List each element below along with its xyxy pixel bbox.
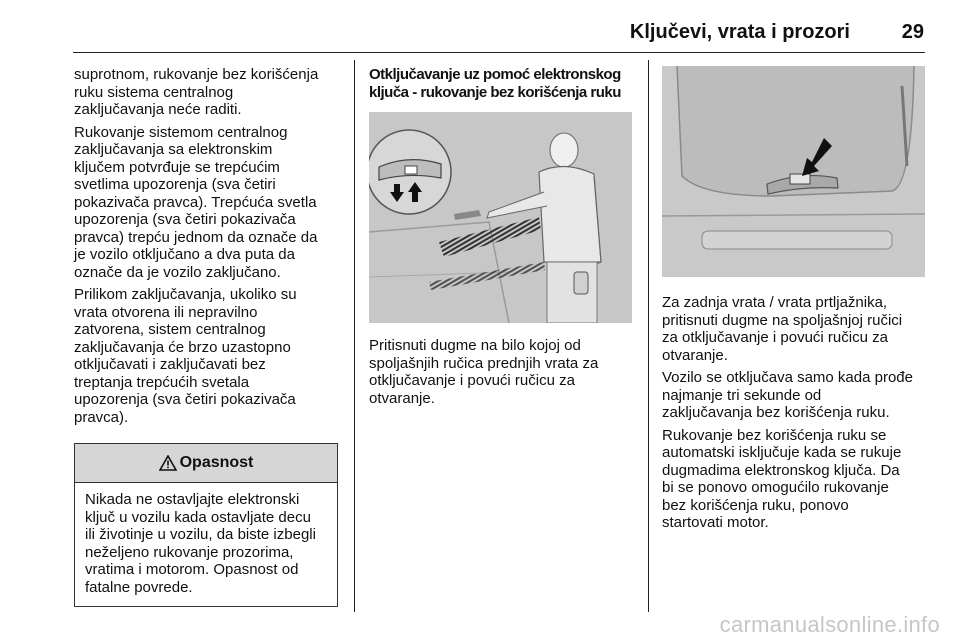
column-1 [74,66,348,431]
paragraph: Rukovanje bez korišćenja ruku se automatski isključuje kada se rukuje dugmadima elektronskog ključa. Da bi se ponovo omogućilo rukovanje bez korišćenja ruku, ponovo startovati motor. [662,426,902,531]
paragraph: Za zadnja vrata / vrata prtljažnika, pritisnuti dugme na spoljašnjoj ručici za otključavanje i povući ručicu za otvaranje. [662,294,903,364]
warning-text: Nikada ne ostavljajte elektronski ključ u vozilu kada ostavljate decu ili životinje u vozilu, da biste izbegli neželjeno rukovanje prozorima, vratima i motorom. Opasnost od fatalne povrede. [85,491,316,596]
warning-title: Opasnost [179,454,254,471]
rear-door-illustration [662,66,925,277]
paragraph: Prilikom zaključavanja, ukoliko su vrata otvorena ili nepravilno zatvorena, sistem centralnog zaključavanja će brzo uzastopno otključavati i zaključavati bez treptanja trepćućih svetala upozorenja (sva četiri pokazivača pravca). [74,286,297,426]
watermark: carmanualsonline.info [719,612,940,637]
column-divider-left [354,60,355,612]
page-number: 29 [901,21,924,43]
column-divider-right [648,60,649,612]
column-2 [369,66,637,101]
warning-box [74,443,338,607]
paragraph: suprotnom, rukovanje bez korišćenja ruku sistema centralnog zaključavanja neće raditi. [74,66,319,118]
door-handle-illustration [369,112,632,323]
section-heading: Otključavanje uz pomoć elektronskog ključa - rukovanje bez korišćenja ruku [369,66,621,101]
paragraph: Rukovanje sistemom centralnog zaključavanja sa elektronskim ključem potvrđuje se trepćućim svetlima upozorenja (sva četiri pokazivača pravca). Trepćuća svetla upozorenja (sva četiri pokazivača pravca) trepću jednom da označe da je vozilo otključano a dva puta da označe da je vozilo zaključano. [74,123,318,281]
column-3-text [662,294,930,537]
section-title: Ključevi, vrata i prozori [629,21,850,43]
caption-front-door: Pritisnuti dugme na bilo kojoj od spoljašnjih ručica prednjih vrata za otključavanje i povući ručicu za otvaranje. [369,337,599,407]
paragraph: Vozilo se otključava samo kada prođe najmanje tri sekunde od zaključavanja bez korišćenja ruku. [662,369,913,421]
warning-triangle-icon [159,455,177,471]
warning-header [75,444,337,483]
header-rule [73,52,925,53]
